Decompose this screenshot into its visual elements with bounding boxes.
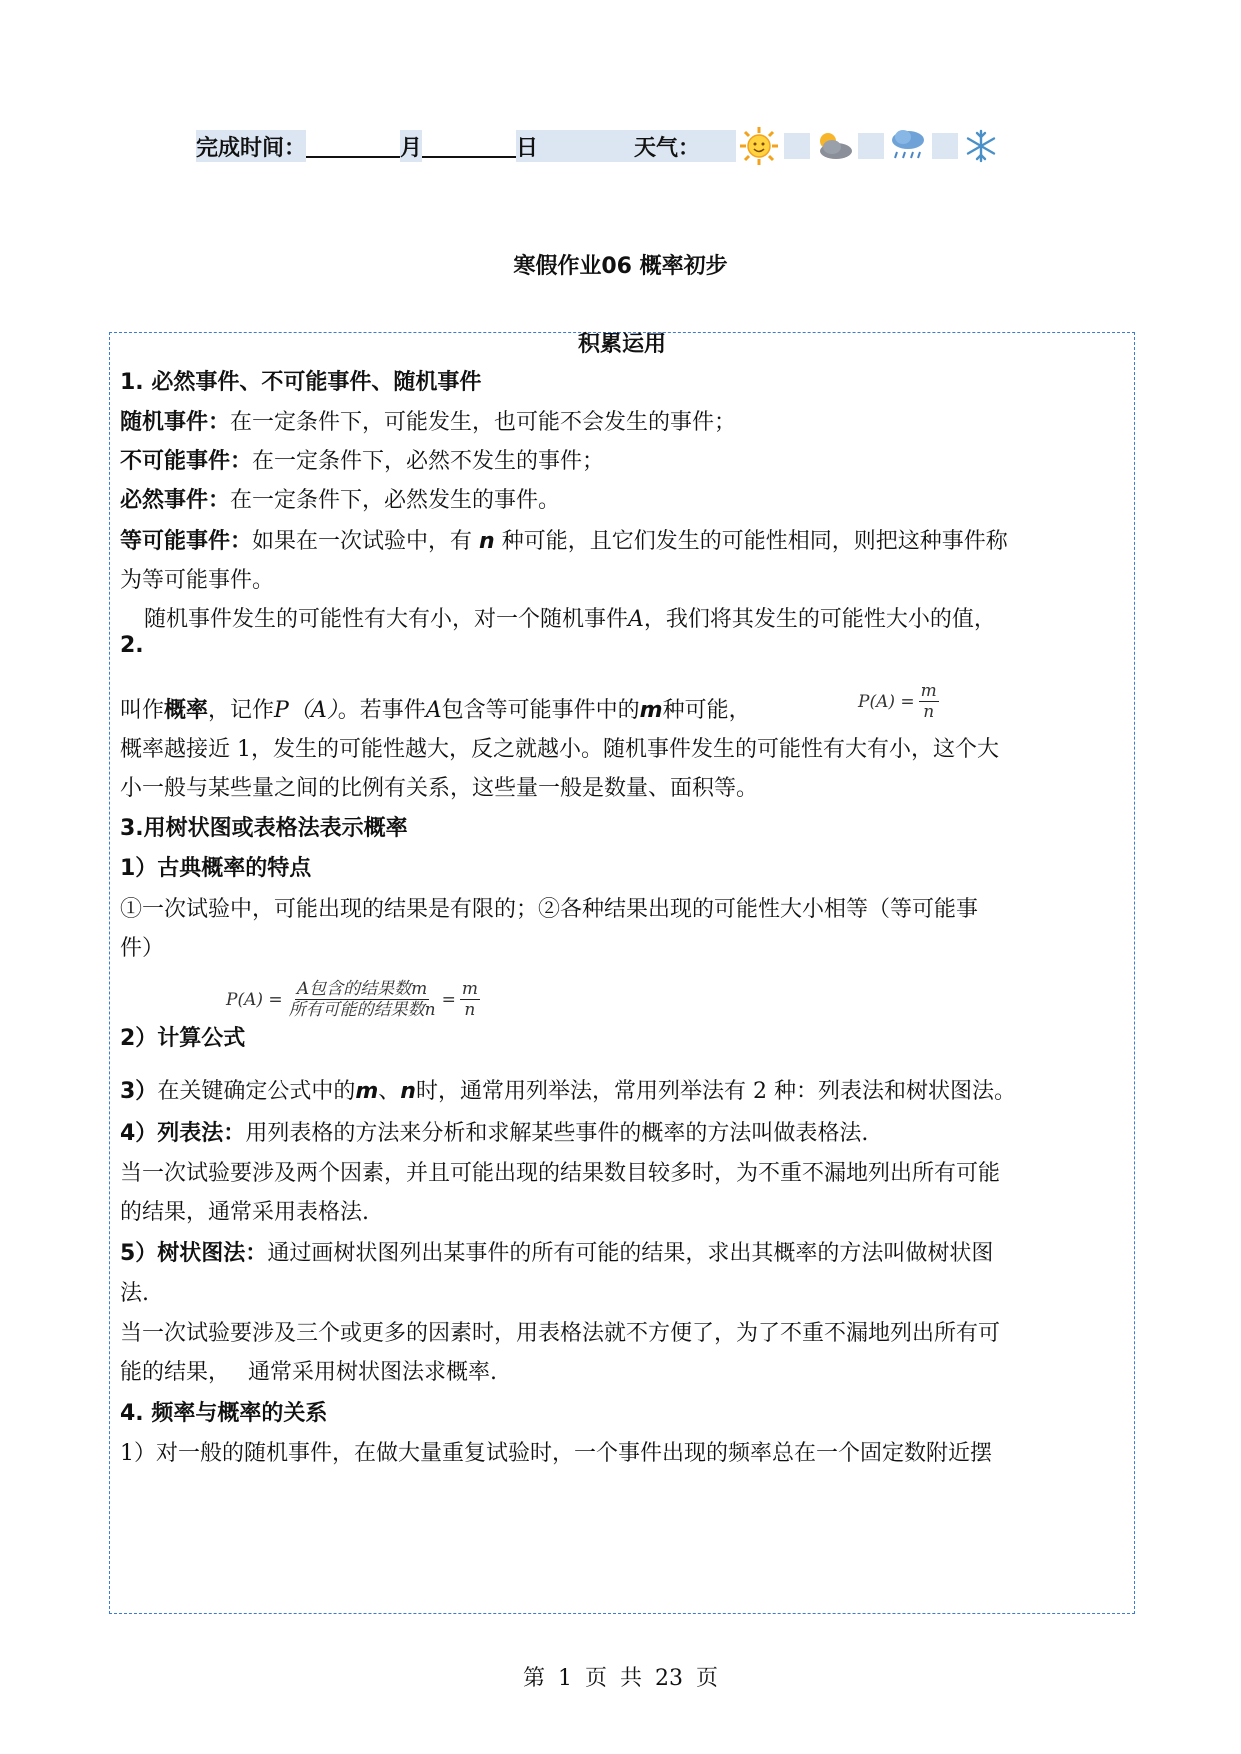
probability-formula-2	[226, 979, 480, 1020]
table-method-def: 用列表格的方法来分析和求解某些事件的概率的方法叫做表格法.	[245, 1121, 869, 1146]
page-number: 第 1 页 共 23 页	[523, 1666, 718, 1691]
probability-formula-1	[858, 681, 939, 722]
box-heading: 积累运用	[577, 332, 666, 357]
impossible-event-term: 不可能事件：	[120, 449, 253, 474]
cloudy-icon[interactable]	[810, 124, 856, 168]
section-1-title: 1. 必然事件、不可能事件、随机事件	[120, 370, 482, 395]
month-label: 月	[400, 130, 422, 162]
certain-event-def: 在一定条件下，必然发生的事件。	[230, 488, 561, 513]
probability-intro-A: A	[628, 607, 644, 632]
section-3-1-title: 1）古典概率的特点	[120, 856, 312, 881]
formula-1-numerator: m	[920, 681, 937, 701]
definition-text-e: 种可能，	[662, 698, 751, 723]
table-method-note-2: 的结果，通常采用表格法.	[120, 1200, 369, 1225]
table-method-term: 4）列表法：	[120, 1121, 246, 1146]
date-label: 完成时间：	[196, 130, 306, 162]
tree-method-def-cont: 法.	[120, 1281, 149, 1306]
random-event-line	[120, 408, 736, 438]
section-3-3-n: n	[400, 1079, 416, 1104]
day-label: 日	[516, 130, 578, 162]
section-3-title: 3.用树状图或表格法表示概率	[120, 816, 408, 841]
certain-event-term: 必然事件：	[120, 488, 231, 513]
day-blank[interactable]	[422, 134, 516, 158]
frequency-probability-line-1: 1）对一般的随机事件，在做大量重复试验时，一个事件出现的频率总在一个固定数附近摆	[120, 1441, 993, 1466]
definition-text-b: ，记作	[208, 698, 275, 723]
formula-2-lhs: P(A) =	[226, 989, 283, 1010]
section-4-title: 4. 频率与概率的关系	[120, 1401, 328, 1426]
rain-icon[interactable]	[884, 124, 930, 168]
section-3-2-title: 2）计算公式	[120, 1026, 246, 1051]
probability-term: 概率	[164, 698, 209, 723]
probability-note-1: 概率越接近 1，发生的可能性越大，反之就越小。随机事件发生的可能性有大有小，这个大	[120, 737, 999, 762]
definition-event-A: A	[425, 698, 442, 723]
impossible-event-line	[120, 447, 604, 477]
probability-note-2: 小一般与某些量之间的比例有关系，这些量一般是数量、面积等。	[120, 776, 759, 801]
formula-2-equals: =	[441, 989, 456, 1010]
content-box	[109, 332, 1135, 1614]
equal-event-def-b: 种可能，且它们发生的可能性相同，则把这种事件称	[501, 529, 1008, 554]
completion-header	[196, 124, 1004, 168]
equal-event-def-a: 如果在一次试验中，有	[252, 529, 473, 554]
formula-2-denominator-2: n	[464, 1000, 476, 1020]
formula-2-denominator: 所有可能的结果数n	[288, 1000, 436, 1020]
definition-text-c: 。若事件	[337, 698, 426, 723]
tree-method-def: 通过画树状图列出某事件的所有可能的结果，求出其概率的方法叫做树状图	[267, 1241, 994, 1266]
snow-icon[interactable]	[958, 124, 1004, 168]
probability-definition-line	[120, 696, 751, 726]
equal-event-def-c: 为等可能事件。	[120, 568, 275, 593]
equal-event-term: 等可能事件：	[120, 529, 253, 554]
tree-method-line	[120, 1239, 993, 1269]
tree-method-term: 5）树状图法：	[120, 1241, 268, 1266]
certain-event-line	[120, 486, 560, 516]
equal-event-line	[120, 527, 1008, 557]
tree-method-note-2: 能的结果， 通常采用树状图法求概率.	[120, 1360, 497, 1385]
definition-text-d: 包含等可能事件中的	[441, 698, 640, 723]
probability-intro-line	[144, 605, 996, 635]
random-event-term: 随机事件：	[120, 410, 231, 435]
formula-1-lhs: P(A) =	[858, 691, 915, 712]
page-title: 寒假作业06 概率初步	[513, 254, 728, 279]
formula-1-denominator: n	[923, 702, 935, 722]
definition-text-a: 叫作	[120, 698, 165, 723]
table-method-line	[120, 1119, 868, 1149]
section-2-number: 2.	[120, 633, 144, 658]
table-method-note-1: 当一次试验要涉及两个因素，并且可能出现的结果数目较多时，为不重不漏地列出所有可能	[120, 1161, 1001, 1186]
random-event-def: 在一定条件下，可能发生，也可能不会发生的事件；	[230, 410, 737, 435]
section-3-3-m: m	[355, 1079, 379, 1104]
section-3-3-line	[120, 1077, 1016, 1107]
impossible-event-def: 在一定条件下，必然不发生的事件；	[252, 449, 605, 474]
notation-PA: P（A）	[274, 698, 338, 723]
sun-icon[interactable]	[736, 124, 782, 168]
section-3-3-sep: 、	[378, 1079, 401, 1104]
classic-probability-features-1: ①一次试验中，可能出现的结果是有限的；②各种结果出现的可能性大小相等（等可能事	[120, 897, 979, 922]
weather-label: 天气：	[634, 130, 736, 162]
probability-intro-b: ，我们将其发生的可能性大小的值，	[643, 607, 996, 632]
section-3-3-label: 3）	[120, 1079, 158, 1104]
tree-method-note-1: 当一次试验要涉及三个或更多的因素时，用表格法就不方便了，为了不重不漏地列出所有可	[120, 1321, 1001, 1346]
probability-intro-a: 随机事件发生的可能性有大有小，对一个随机事件	[144, 607, 629, 632]
section-3-3-text-b: 时，通常用列举法，常用列举法有 2 种：列表法和树状图法。	[415, 1079, 1016, 1104]
formula-2-numerator-2: m	[461, 979, 478, 999]
month-blank[interactable]	[306, 134, 400, 158]
section-3-3-text-a: 在关键确定公式中的	[157, 1079, 356, 1104]
definition-m: m	[639, 698, 663, 723]
equal-event-n: n	[479, 529, 495, 554]
classic-probability-features-2: 件）	[120, 936, 165, 961]
formula-2-numerator: A包含的结果数m	[296, 979, 428, 999]
